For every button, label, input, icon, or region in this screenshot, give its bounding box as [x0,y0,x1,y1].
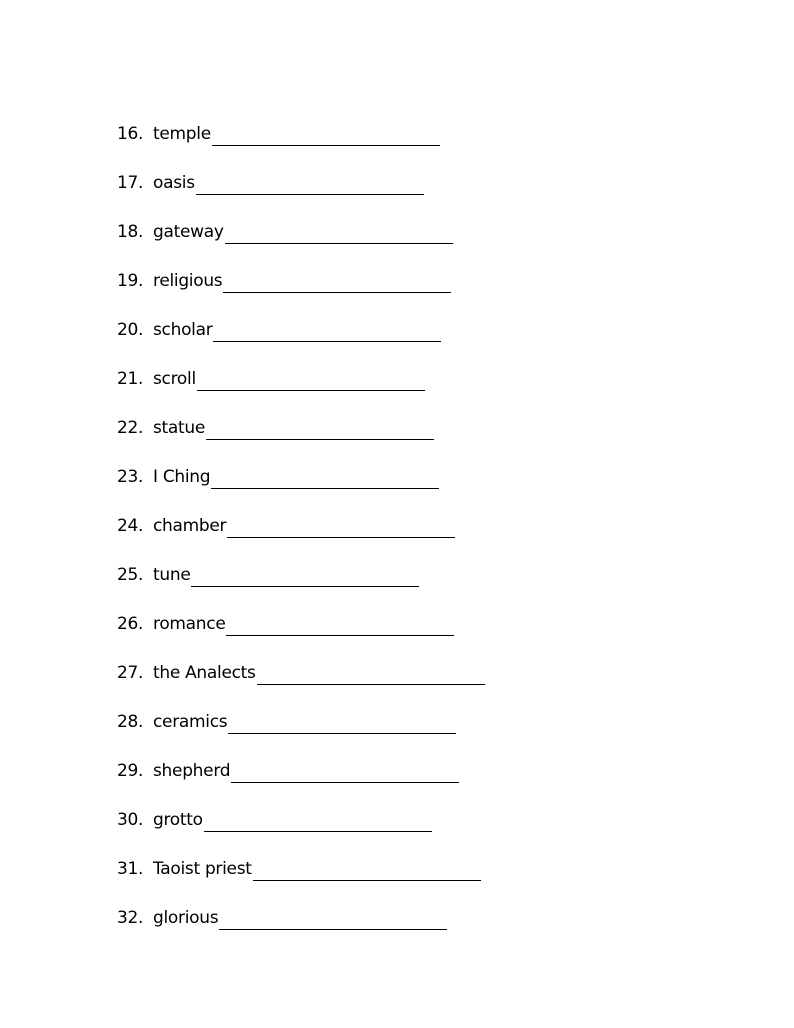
worksheet-item [117,832,737,881]
item-term: shepherd [153,761,231,781]
answer-blank[interactable] [223,274,451,293]
answer-blank[interactable] [197,372,425,391]
item-number: 22. [117,418,144,438]
item-number: 21. [117,369,144,389]
vocabulary-worksheet [117,97,737,930]
worksheet-item [117,146,737,195]
answer-blank[interactable] [231,764,459,783]
item-term: oasis [153,173,195,193]
item-number: 25. [117,565,144,585]
item-number: 23. [117,467,144,487]
answer-blank[interactable] [191,568,419,587]
worksheet-item [117,538,737,587]
answer-blank[interactable] [225,225,453,244]
answer-blank[interactable] [257,666,485,685]
item-number: 32. [117,908,144,928]
worksheet-item [117,195,737,244]
item-number: 20. [117,320,144,340]
worksheet-item [117,685,737,734]
item-term: I Ching [153,467,211,487]
item-term: religious [153,271,223,291]
item-number: 28. [117,712,144,732]
worksheet-item [117,489,737,538]
answer-blank[interactable] [228,715,456,734]
item-term: grotto [153,810,203,830]
item-number: 18. [117,222,144,242]
item-term: temple [153,124,211,144]
item-term: statue [153,418,206,438]
worksheet-item [117,587,737,636]
item-term: Taoist priest [153,859,252,879]
answer-blank[interactable] [206,421,434,440]
answer-blank[interactable] [226,617,454,636]
worksheet-item [117,97,737,146]
worksheet-item [117,244,737,293]
answer-blank[interactable] [212,127,440,146]
worksheet-item [117,783,737,832]
item-term: scholar [153,320,213,340]
item-number: 19. [117,271,144,291]
item-number: 16. [117,124,144,144]
item-number: 27. [117,663,144,683]
item-term: gateway [153,222,224,242]
worksheet-item [117,636,737,685]
answer-blank[interactable] [196,176,424,195]
item-term: romance [153,614,226,634]
item-term: glorious [153,908,219,928]
item-number: 26. [117,614,144,634]
item-number: 31. [117,859,144,879]
item-term: scroll [153,369,196,389]
item-number: 17. [117,173,144,193]
answer-blank[interactable] [253,862,481,881]
answer-blank[interactable] [227,519,455,538]
item-term: chamber [153,516,227,536]
worksheet-item [117,440,737,489]
answer-blank[interactable] [211,470,439,489]
worksheet-item [117,734,737,783]
item-number: 29. [117,761,144,781]
worksheet-item [117,293,737,342]
answer-blank[interactable] [204,813,432,832]
item-term: ceramics [153,712,228,732]
worksheet-item [117,391,737,440]
item-number: 30. [117,810,144,830]
item-number: 24. [117,516,144,536]
item-term: the Analects [153,663,256,683]
answer-blank[interactable] [213,323,441,342]
worksheet-item [117,342,737,391]
worksheet-item [117,881,737,930]
item-term: tune [153,565,191,585]
answer-blank[interactable] [219,911,447,930]
